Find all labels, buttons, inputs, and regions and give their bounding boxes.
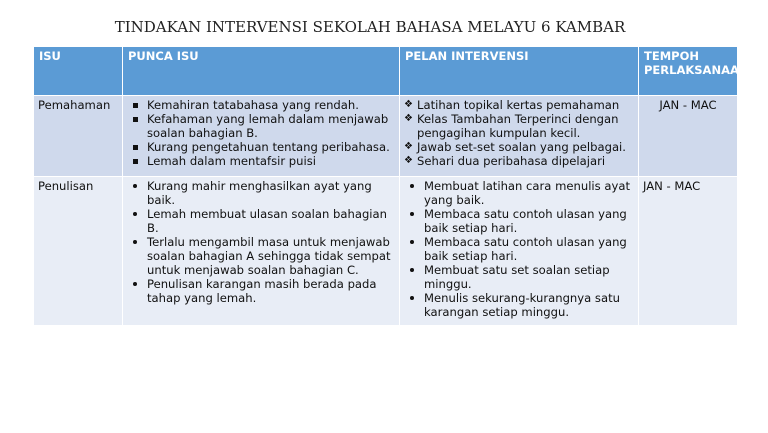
list-item: Kurang mahir menghasilkan ayat yang baik. [127,179,395,207]
column-header-pelan-intervensi: PELAN INTERVENSI [400,47,639,96]
list-item: Kemahiran tatabahasa yang rendah. [127,98,395,112]
list-item: Lemah membuat ulasan soalan bahagian B. [127,207,395,235]
square-bullet-icon [133,103,138,108]
list-item: Menulis sekurang-kurangnya satu karangan setiap minggu. [404,291,634,319]
list-item: Membuat latihan cara menulis ayat yang baik. [404,179,634,207]
punca-cell [123,177,400,326]
list-item: ❖ Latihan topikal kertas pemahaman [404,98,620,112]
round-bullet-icon [133,212,137,216]
isu-cell: Penulisan [34,177,123,326]
round-bullet-icon [410,296,414,300]
list-item: Lemah dalam mentafsir puisi [127,154,395,168]
list-item: ❖ Kelas Tambahan Terperinci dengan pengagihan kumpulan kecil. [404,112,619,140]
diamond-bullet-icon: ❖ [404,99,413,110]
pelan-cell [400,177,639,326]
list-item: Membaca satu contoh ulasan yang baik setiap hari. [404,235,634,263]
list-item: Membuat satu set soalan setiap minggu. [404,263,634,291]
pelan-list [404,179,634,319]
pelan-cell [400,96,639,177]
column-header-isu: ISU [34,47,123,96]
column-header-punca-isu: PUNCA ISU [123,47,400,96]
punca-list [127,179,395,305]
diamond-bullet-icon: ❖ [404,155,413,166]
tempoh-cell: JAN - MAC [639,96,738,177]
table-header-row [34,47,738,96]
list-item: Terlalu mengambil masa untuk menjawab soalan bahagian A sehingga tidak sempat untuk menjawab soalan bahagian C. [127,235,395,277]
square-bullet-icon [133,145,138,150]
list-item: ❖ Sehari dua peribahasa dipelajari [404,154,606,168]
list-item: Kefahaman yang lemah dalam menjawab soalan bahagian B. [127,112,395,140]
round-bullet-icon [410,184,414,188]
diamond-bullet-icon: ❖ [404,141,413,152]
page-title: TINDAKAN INTERVENSI SEKOLAH BAHASA MELAYU 6 KAMBAR [114,18,626,36]
intervention-table [33,46,749,326]
list-item: Penulisan karangan masih berada pada tahap yang lemah. [127,277,395,305]
list-item: Membaca satu contoh ulasan yang baik setiap hari. [404,207,634,235]
square-bullet-icon [133,117,138,122]
isu-cell: Pemahaman [34,96,123,177]
square-bullet-icon [133,159,138,164]
round-bullet-icon [133,184,137,188]
pelan-list [404,98,634,168]
punca-cell [123,96,400,177]
round-bullet-icon [410,268,414,272]
list-item: ❖ Jawab set-set soalan yang pelbagai. [404,140,626,154]
round-bullet-icon [410,240,414,244]
diamond-bullet-icon: ❖ [404,113,413,124]
round-bullet-icon [133,282,137,286]
list-item: Kurang pengetahuan tentang peribahasa. [127,140,395,154]
column-header-tempoh: TEMPOH PERLAKSANAAN [639,47,738,96]
round-bullet-icon [410,212,414,216]
table-row [34,177,738,326]
round-bullet-icon [133,240,137,244]
table-row [34,96,738,177]
tempoh-cell: JAN - MAC [639,177,738,326]
punca-list [127,98,395,168]
